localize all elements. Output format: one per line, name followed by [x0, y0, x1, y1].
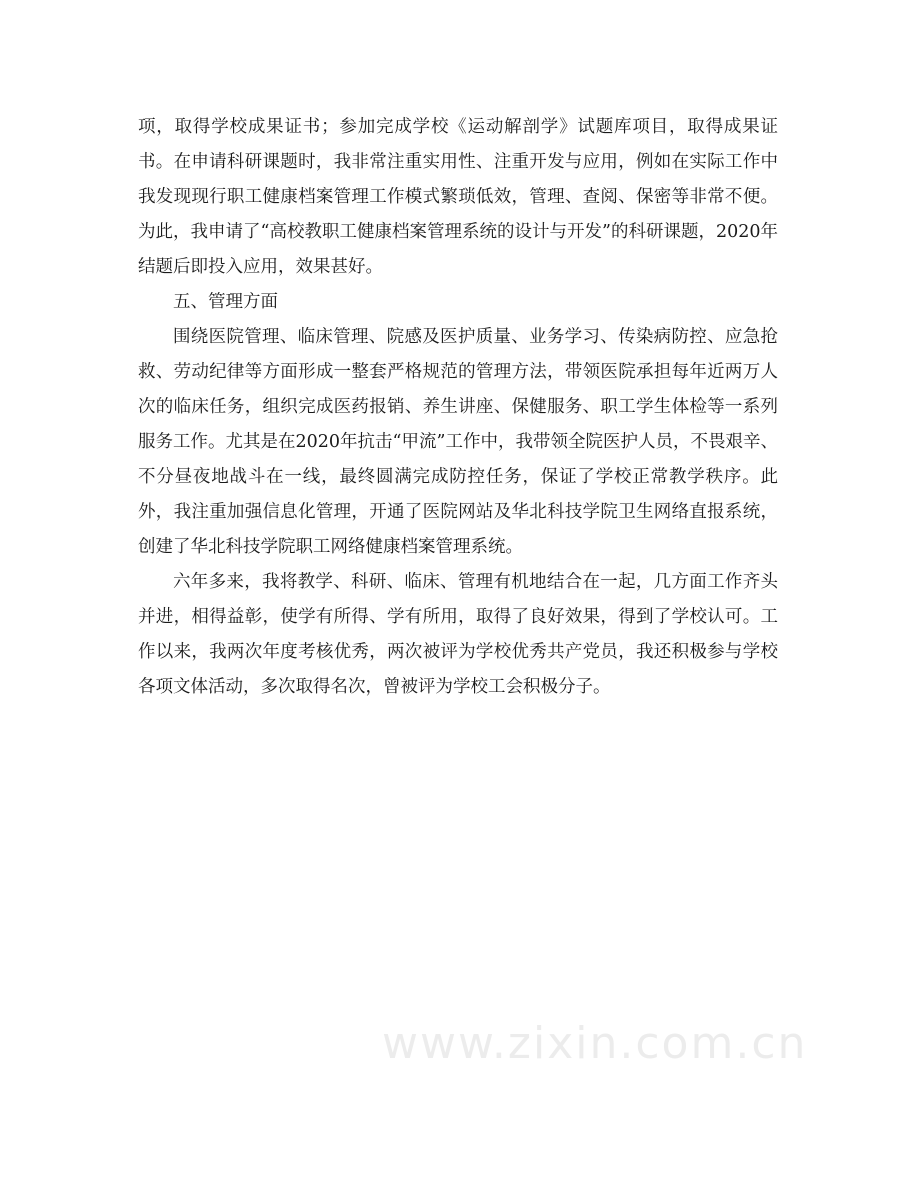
paragraph-summary: 六年多来，我将教学、科研、临床、管理有机地结合在一起，几方面工作齐头并进，相得益彰，使学有所得、学有所用，取得了良好效果，得到了学校认可。工作以来，我两次年度考核优秀，两次被评为学校优秀共产党员，我还积极参与学校各项文体活动，多次取得名次，曾被评为学校工会积极分子。 [138, 572, 778, 697]
paragraph-management: 围绕医院管理、临床管理、院感及医护质量、业务学习、传染病防控、应急抢救、劳动纪律等方面形成一整套严格规范的管理方法，带领医院承担每年近两万人次的临床任务，组织完成医药报销、养生讲座、保健服务、职工学生体检等一系列服务工作。尤其是在2020年抗击“甲流”工作中，我带领全院医护人员，不畏艰辛、不分昼夜地战斗在一线，最终圆满完成防控任务，保证了学校正常教学秩序。此外，我注重加强信息化管理，开通了医院网站及华北科技学院卫生网络直报系统，创建了华北科技学院职工网络健康档案管理系统。 [138, 327, 778, 557]
section-heading-management: 五、管理方面 [173, 292, 278, 312]
document-body [138, 110, 778, 705]
paragraph-research-continued: 项，取得学校成果证书；参加完成学校《运动解剖学》试题库项目，取得成果证书。在申请科研课题时，我非常注重实用性、注重开发与应用，例如在实际工作中我发现现行职工健康档案管理工作模式繁琐低效，管理、查阅、保密等非常不便。为此，我申请了“高校教职工健康档案管理系统的设计与开发”的科研课题，2020年结题后即投入应用，效果甚好。 [138, 117, 778, 277]
watermark-text: www.zixin.com.cn [382, 1018, 808, 1069]
